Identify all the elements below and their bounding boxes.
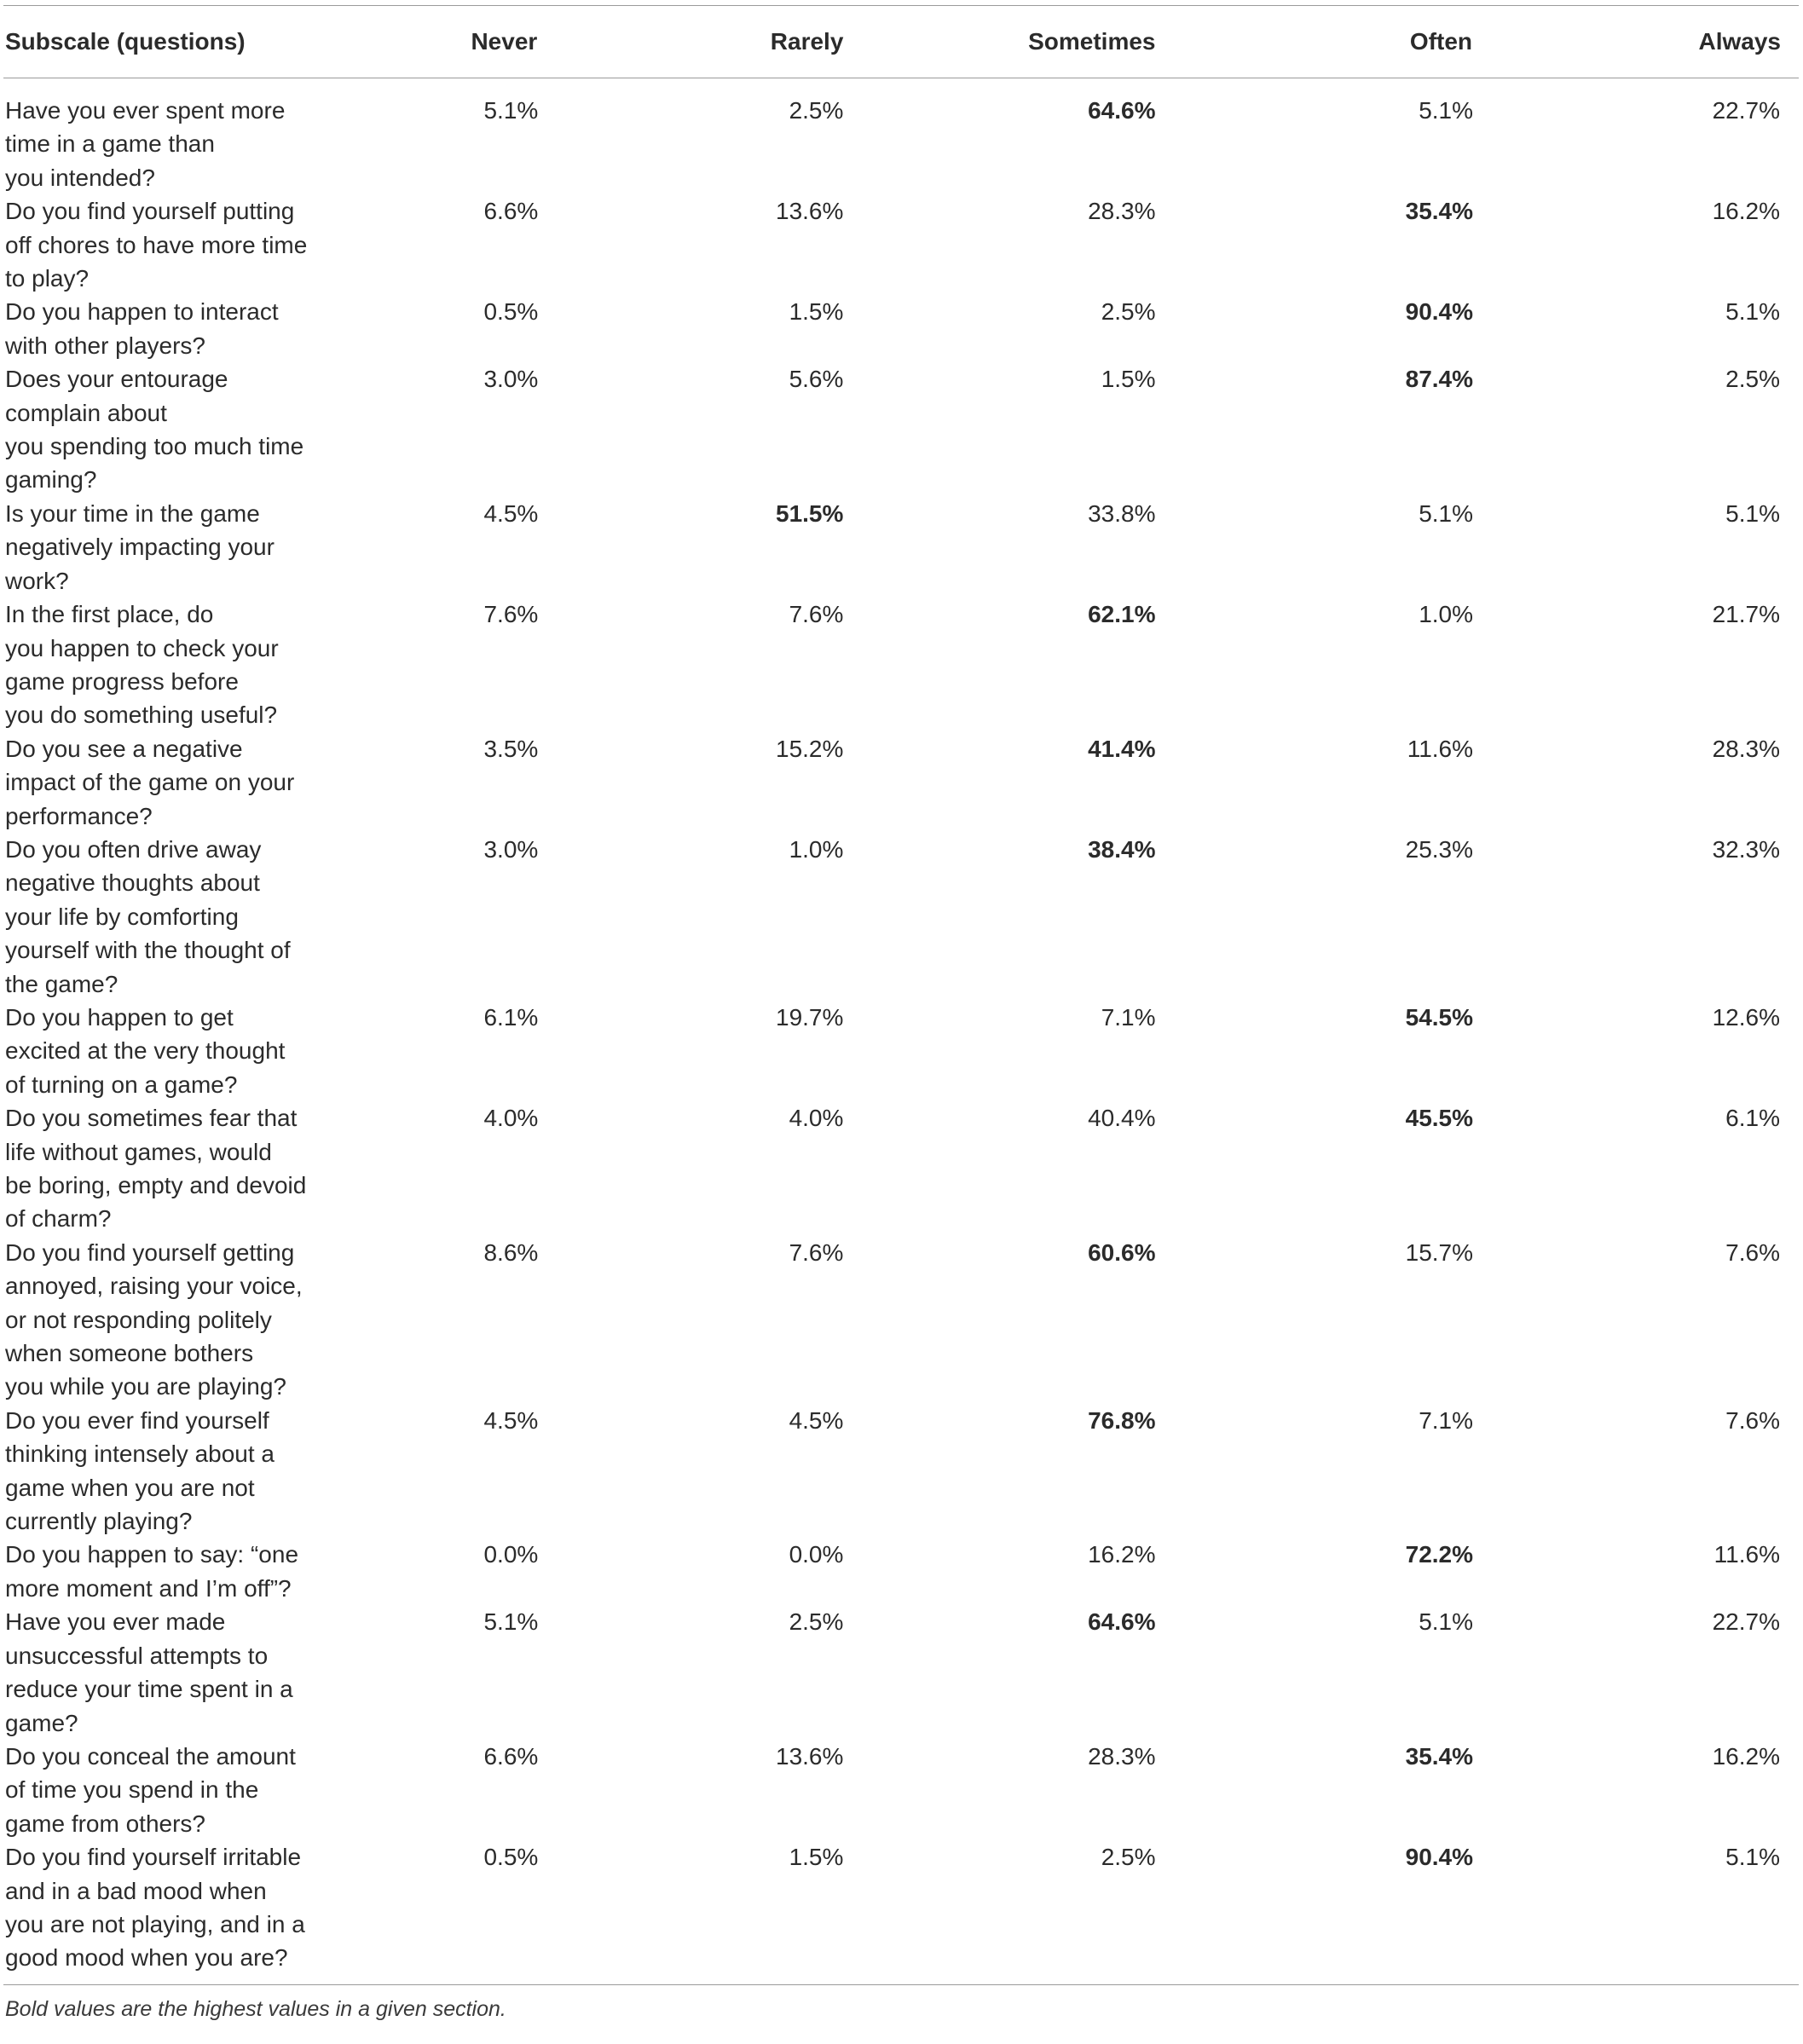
value-cell-never: 6.1% bbox=[483, 1003, 539, 1031]
table-row bbox=[3, 295, 1799, 362]
value-cell-sometimes: 16.2% bbox=[1088, 1541, 1156, 1568]
value-cell-often: 25.3% bbox=[1405, 835, 1474, 863]
value-cell-sometimes: 38.4% bbox=[1088, 835, 1156, 863]
survey-results-table bbox=[3, 5, 1799, 1985]
value-cell-often: 35.4% bbox=[1405, 1742, 1474, 1770]
value-cell-rarely: 4.0% bbox=[789, 1105, 844, 1132]
value-cell-often: 90.4% bbox=[1405, 298, 1474, 326]
value-cell-often: 15.7% bbox=[1405, 1239, 1474, 1266]
value-cell-always: 5.1% bbox=[1489, 1840, 1799, 1984]
value-cell-sometimes: 1.5% bbox=[1101, 366, 1156, 393]
value-cell-never: 3.0% bbox=[483, 835, 539, 863]
header-often: Often bbox=[1172, 6, 1490, 78]
table-row bbox=[3, 1740, 1799, 1840]
table-row bbox=[3, 1840, 1799, 1984]
value-cell-never: 7.6% bbox=[483, 601, 539, 628]
value-cell-often: 11.6% bbox=[1407, 735, 1474, 762]
value-cell-rarely: 2.5% bbox=[789, 1608, 844, 1636]
value-cell-always: 22.7% bbox=[1712, 1608, 1780, 1636]
value-cell-sometimes: 2.5% bbox=[1101, 298, 1156, 326]
value-cell-never: 5.1% bbox=[483, 97, 539, 124]
value-cell-rarely: 7.6% bbox=[789, 1239, 844, 1266]
value-cell-never: 4.5% bbox=[483, 499, 539, 527]
question-cell: Do you find yourself getting annoyed, raising your voice, or not responding politely when someone bothers you while you are playing? bbox=[5, 1239, 303, 1400]
value-cell-never: 6.6% bbox=[483, 198, 539, 225]
value-cell-sometimes: 62.1% bbox=[1088, 601, 1156, 628]
table-header-row bbox=[3, 6, 1799, 78]
question-cell: Does your entourage complain about you spending too much time gaming? bbox=[5, 366, 304, 494]
value-cell-rarely: 2.5% bbox=[789, 97, 844, 124]
table-row bbox=[3, 833, 1799, 1001]
value-cell-never: 0.0% bbox=[483, 1541, 539, 1568]
question-cell: Do you happen to say: “one more moment and I’m off”? bbox=[5, 1541, 299, 1602]
value-cell-often: 54.5% bbox=[1405, 1003, 1474, 1031]
question-cell: Is your time in the game negatively impacting your work? bbox=[5, 499, 274, 594]
header-rarely: Rarely bbox=[547, 6, 859, 78]
table-row bbox=[3, 194, 1799, 295]
value-cell-rarely: 15.2% bbox=[776, 735, 844, 762]
value-cell-sometimes: 2.5% bbox=[859, 1840, 1171, 1984]
value-cell-always: 11.6% bbox=[1713, 1541, 1780, 1568]
value-cell-often: 5.1% bbox=[1419, 1608, 1474, 1636]
value-cell-never: 0.5% bbox=[353, 1840, 547, 1984]
question-cell: Do you often drive away negative thoughts about your life by comforting yourself with the thought of the game? bbox=[5, 835, 291, 997]
value-cell-rarely: 0.0% bbox=[789, 1541, 844, 1568]
value-cell-often: 5.1% bbox=[1419, 97, 1474, 124]
value-cell-often: 5.1% bbox=[1419, 499, 1474, 527]
value-cell-rarely: 1.5% bbox=[547, 1840, 859, 1984]
table-row bbox=[3, 78, 1799, 195]
value-cell-sometimes: 33.8% bbox=[1088, 499, 1156, 527]
question-cell: Do you happen to interact with other players? bbox=[5, 298, 279, 359]
question-cell: Do you ever find yourself thinking intensely about a game when you are not currently playing? bbox=[5, 1406, 274, 1535]
table-page bbox=[3, 5, 1799, 2024]
value-cell-never: 3.0% bbox=[483, 366, 539, 393]
value-cell-sometimes: 64.6% bbox=[1088, 97, 1156, 124]
value-cell-always: 16.2% bbox=[1712, 1742, 1780, 1770]
table-row bbox=[3, 1605, 1799, 1740]
value-cell-sometimes: 64.6% bbox=[1088, 1608, 1156, 1636]
value-cell-always: 22.7% bbox=[1712, 97, 1780, 124]
value-cell-often: 72.2% bbox=[1405, 1541, 1474, 1568]
table-footnote: Bold values are the highest values in a given section. bbox=[5, 1996, 506, 2021]
table-row bbox=[3, 1236, 1799, 1404]
question-cell: Do you find yourself irritable and in a bad mood when you are not playing, and in a good mood when you are? bbox=[3, 1840, 353, 1984]
question-cell: Do you see a negative impact of the game on your performance? bbox=[5, 735, 295, 829]
value-cell-never: 5.1% bbox=[483, 1608, 539, 1636]
header-sometimes: Sometimes bbox=[859, 6, 1171, 78]
value-cell-often: 90.4% bbox=[1172, 1840, 1490, 1984]
question-cell: Have you ever spent more time in a game than you intended? bbox=[5, 97, 286, 191]
value-cell-always: 5.1% bbox=[1725, 298, 1780, 326]
value-cell-always: 12.6% bbox=[1712, 1003, 1780, 1031]
header-question: Subscale (questions) bbox=[3, 6, 353, 78]
question-cell: Do you happen to get excited at the very thought of turning on a game? bbox=[5, 1003, 286, 1098]
value-cell-always: 7.6% bbox=[1725, 1239, 1780, 1266]
value-cell-never: 4.0% bbox=[483, 1105, 539, 1132]
question-cell: Have you ever made unsuccessful attempts to reduce your time spent in a game? bbox=[5, 1608, 293, 1736]
value-cell-always: 2.5% bbox=[1725, 366, 1780, 393]
table-row bbox=[3, 362, 1799, 497]
value-cell-rarely: 7.6% bbox=[789, 601, 844, 628]
value-cell-always: 5.1% bbox=[1725, 499, 1780, 527]
value-cell-rarely: 13.6% bbox=[776, 198, 844, 225]
question-cell: Do you conceal the amount of time you spend in the game from others? bbox=[5, 1742, 296, 1837]
value-cell-rarely: 51.5% bbox=[776, 499, 844, 527]
value-cell-sometimes: 40.4% bbox=[1088, 1105, 1156, 1132]
value-cell-sometimes: 7.1% bbox=[1101, 1003, 1156, 1031]
table-row bbox=[3, 598, 1799, 732]
table-row bbox=[3, 1101, 1799, 1236]
value-cell-rarely: 5.6% bbox=[789, 366, 844, 393]
table-row bbox=[3, 732, 1799, 833]
value-cell-sometimes: 60.6% bbox=[1088, 1239, 1156, 1266]
value-cell-never: 3.5% bbox=[483, 735, 539, 762]
value-cell-never: 8.6% bbox=[483, 1239, 539, 1266]
table-row bbox=[3, 1538, 1799, 1605]
question-cell: Do you find yourself putting off chores to have more time to play? bbox=[5, 198, 308, 292]
value-cell-sometimes: 41.4% bbox=[1088, 735, 1156, 762]
value-cell-always: 7.6% bbox=[1725, 1406, 1780, 1434]
value-cell-never: 0.5% bbox=[483, 298, 539, 326]
value-cell-rarely: 13.6% bbox=[776, 1742, 844, 1770]
value-cell-rarely: 1.5% bbox=[789, 298, 844, 326]
table-row bbox=[3, 1404, 1799, 1539]
value-cell-often: 7.1% bbox=[1419, 1406, 1474, 1434]
value-cell-often: 87.4% bbox=[1405, 366, 1474, 393]
value-cell-rarely: 4.5% bbox=[789, 1406, 844, 1434]
value-cell-sometimes: 28.3% bbox=[1088, 1742, 1156, 1770]
question-cell: Do you sometimes fear that life without games, would be boring, empty and devoid of charm? bbox=[5, 1105, 307, 1233]
value-cell-always: 6.1% bbox=[1725, 1105, 1780, 1132]
table-body bbox=[3, 78, 1799, 1985]
value-cell-sometimes: 76.8% bbox=[1088, 1406, 1156, 1434]
value-cell-often: 35.4% bbox=[1405, 198, 1474, 225]
value-cell-rarely: 19.7% bbox=[776, 1003, 844, 1031]
value-cell-always: 21.7% bbox=[1712, 601, 1780, 628]
value-cell-sometimes: 28.3% bbox=[1088, 198, 1156, 225]
question-cell: In the first place, do you happen to check your game progress before you do something useful? bbox=[5, 601, 279, 729]
value-cell-always: 28.3% bbox=[1712, 735, 1780, 762]
table-row bbox=[3, 497, 1799, 598]
header-always: Always bbox=[1489, 6, 1799, 78]
header-never: Never bbox=[353, 6, 547, 78]
value-cell-never: 4.5% bbox=[483, 1406, 539, 1434]
value-cell-never: 6.6% bbox=[483, 1742, 539, 1770]
value-cell-often: 1.0% bbox=[1419, 601, 1474, 628]
value-cell-often: 45.5% bbox=[1405, 1105, 1474, 1132]
value-cell-always: 16.2% bbox=[1712, 198, 1780, 225]
value-cell-rarely: 1.0% bbox=[789, 835, 844, 863]
value-cell-always: 32.3% bbox=[1712, 835, 1780, 863]
table-row bbox=[3, 1001, 1799, 1101]
